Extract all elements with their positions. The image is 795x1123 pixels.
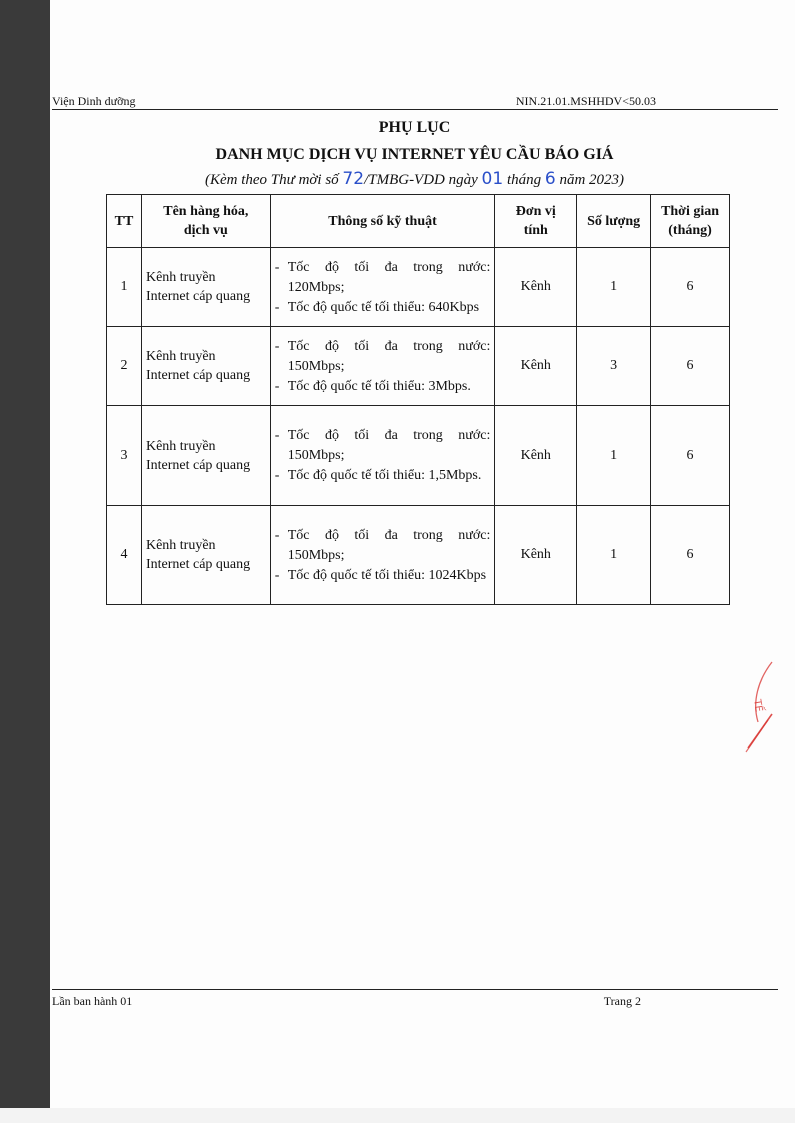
- spec-bullet: - Tốc độ tối đa trong nước: 150Mbps;: [275, 337, 491, 377]
- row-months: 6: [651, 406, 730, 506]
- spec-text: Tốc độ quốc tế tối thiểu: 1024Kbps: [287, 567, 487, 583]
- scan-bottom-edge: [0, 1108, 795, 1123]
- table-row: [107, 406, 730, 506]
- header-name-l1: Tên hàng hóa,: [163, 204, 249, 219]
- row-months: 6: [651, 248, 730, 327]
- row-specs: [270, 248, 495, 327]
- header-name: [141, 195, 270, 248]
- spec-bullet: - Tốc độ quốc tế tối thiểu: 3Mbps.: [275, 377, 491, 397]
- spec-bullet: - Tốc độ tối đa trong nước: 150Mbps;: [275, 426, 491, 466]
- row-name: [141, 327, 270, 406]
- row-qty: 1: [577, 406, 651, 506]
- row-specs: [270, 406, 495, 506]
- spec-text: Tốc độ quốc tế tối thiểu: 640Kbps: [287, 299, 480, 315]
- header-time: [651, 195, 730, 248]
- row-qty: 1: [577, 248, 651, 327]
- row-months: 6: [651, 506, 730, 605]
- table-row: [107, 248, 730, 327]
- header-unit-l1: Đơn vị: [515, 204, 556, 219]
- row-name-l2: Internet cáp quang: [145, 289, 251, 304]
- row-name-l1: Kênh truyền: [145, 270, 216, 285]
- spec-bullet: - Tốc độ quốc tế tối thiểu: 640Kbps: [275, 298, 491, 318]
- footer-edition: Lần ban hành 01: [52, 994, 133, 1008]
- footer-divider: [52, 989, 778, 990]
- service-table: [106, 194, 730, 605]
- spec-text: Tốc độ tối đa trong nước: 120Mbps;: [287, 259, 491, 295]
- row-name-l2: Internet cáp quang: [145, 457, 251, 473]
- row-specs: [270, 327, 495, 406]
- spec-bullet: - Tốc độ quốc tế tối thiểu: 1,5Mbps.: [275, 466, 491, 486]
- row-name-l2: Internet cáp quang: [145, 557, 251, 572]
- header-time-l2: (tháng): [668, 223, 712, 238]
- partial-stamp: [728, 660, 778, 755]
- header-divider: [52, 109, 778, 110]
- header-organization: Viện Dinh dưỡng: [52, 94, 136, 108]
- spec-text: Tốc độ tối đa trong nước: 150Mbps;: [287, 428, 491, 463]
- stamp-text: TẾ: [751, 698, 765, 713]
- row-unit: Kênh: [495, 406, 577, 506]
- header-spec: Thông số kỹ thuật: [270, 195, 495, 248]
- header-tt: TT: [107, 195, 142, 248]
- reference-part2: /TMBG-VDD ngày: [364, 172, 482, 188]
- header-qty: Số lượng: [577, 195, 651, 248]
- table-row: [107, 327, 730, 406]
- row-name-l1: Kênh truyền: [145, 438, 216, 454]
- row-unit: Kênh: [495, 327, 577, 406]
- row-months: 6: [651, 327, 730, 406]
- row-tt: 2: [107, 327, 142, 406]
- spec-text: Tốc độ quốc tế tối thiểu: 1,5Mbps.: [287, 468, 482, 483]
- scan-edge-shadow: [0, 0, 50, 1108]
- header-doc-code: NIN.21.01.MSHHDV<50.03: [515, 94, 656, 108]
- spec-text: Tốc độ tối đa trong nước: 150Mbps;: [287, 527, 491, 563]
- reference-line: [50, 169, 779, 189]
- row-specs: [270, 506, 495, 605]
- handwritten-day: 01: [481, 169, 504, 189]
- row-name-l1: Kênh truyền: [145, 349, 216, 364]
- row-unit: Kênh: [495, 248, 577, 327]
- handwritten-month: 6: [544, 169, 556, 189]
- row-qty: 1: [577, 506, 651, 605]
- handwritten-number: 72: [342, 169, 365, 189]
- row-name: [141, 406, 270, 506]
- row-name: [141, 248, 270, 327]
- row-tt: 1: [107, 248, 142, 327]
- page-subtitle: DANH MỤC DỊCH VỤ INTERNET YÊU CẦU BÁO GIÁ: [215, 146, 614, 163]
- header-time-l1: Thời gian: [661, 204, 720, 219]
- reference-part4: năm 2023): [555, 172, 625, 188]
- spec-bullet: - Tốc độ tối đa trong nước: 120Mbps;: [275, 258, 491, 298]
- row-qty: 3: [577, 327, 651, 406]
- spec-bullet: - Tốc độ quốc tế tối thiểu: 1024Kbps: [275, 566, 491, 586]
- header-unit: [495, 195, 577, 248]
- reference-part1: (Kèm theo Thư mời số: [204, 172, 343, 188]
- row-name: [141, 506, 270, 605]
- table-row: [107, 506, 730, 605]
- table-header-row: [107, 195, 730, 248]
- header-name-l2: dịch vụ: [183, 223, 228, 238]
- reference-part3: tháng: [503, 172, 545, 188]
- row-name-l2: Internet cáp quang: [145, 368, 251, 383]
- row-tt: 3: [107, 406, 142, 506]
- row-name-l1: Kênh truyền: [145, 538, 216, 553]
- row-tt: 4: [107, 506, 142, 605]
- spec-text: Tốc độ quốc tế tối thiểu: 3Mbps.: [287, 378, 471, 394]
- spec-bullet: - Tốc độ tối đa trong nước: 150Mbps;: [275, 526, 491, 566]
- page-title: PHỤ LỤC: [378, 119, 451, 136]
- spec-text: Tốc độ tối đa trong nước: 150Mbps;: [287, 338, 491, 374]
- header-unit-l2: tính: [523, 223, 548, 238]
- row-unit: Kênh: [495, 506, 577, 605]
- footer-page-number: Trang 2: [603, 994, 641, 1008]
